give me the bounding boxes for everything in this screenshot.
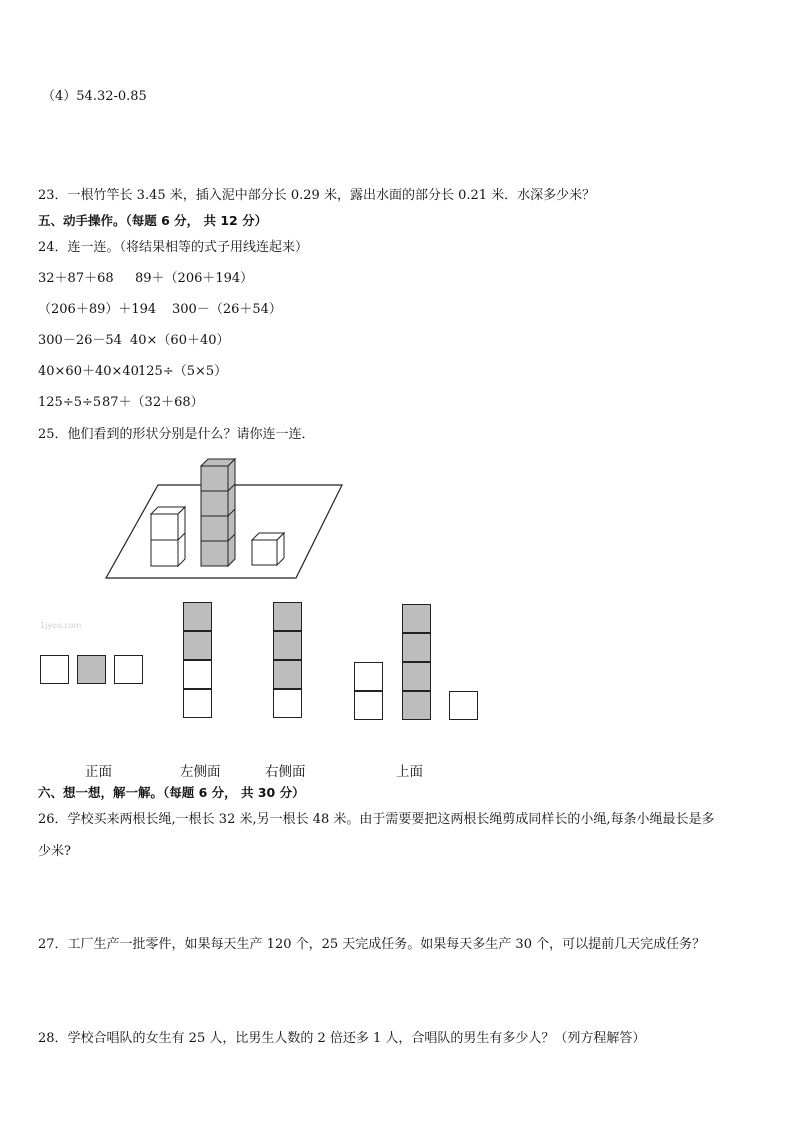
- square-shaded: [183, 631, 212, 660]
- section-6-heading: 六、想一想，解一解。（每题 6 分， 共 30 分）: [38, 785, 305, 800]
- pair-4-right: 125÷（5×5）: [138, 364, 228, 379]
- question-26-line-1: 26．学校买来两根长绳,一根长 32 米,另一根长 48 米。由于需要要把这两根长绳剪成同样长的小绳,每条小绳最长是多: [38, 812, 715, 827]
- square-shaded: [402, 691, 431, 720]
- square-shaded: [273, 602, 302, 631]
- pair-1-right: 89＋（206＋194）: [135, 271, 254, 286]
- problem-4: （4）54.32-0.85: [42, 89, 147, 104]
- pair-2-right: 300－（26＋54）: [172, 302, 282, 317]
- square: [449, 691, 478, 720]
- question-26-line-2: 少米?: [38, 844, 71, 859]
- square: [40, 655, 69, 684]
- question-25: 25．他们看到的形状分别是什么？请你连一连．: [38, 427, 315, 442]
- question-24: 24．连一连。（将结果相等的式子用线连起来）: [38, 240, 309, 255]
- left-stack: [151, 507, 185, 566]
- right-cube: [252, 533, 284, 565]
- square-shaded: [402, 662, 431, 691]
- pair-4-left: 40×60＋40×40: [38, 364, 139, 379]
- pair-2-left: （206＋89）＋194: [38, 302, 157, 317]
- label-front-view[interactable]: 正面: [85, 764, 112, 780]
- label-left-view[interactable]: 左侧面: [180, 764, 221, 780]
- square: [183, 689, 212, 718]
- square: [183, 660, 212, 689]
- square-shaded: [183, 602, 212, 631]
- question-27: 27．工厂生产一批零件，如果每天生产 120 个，25 天完成任务。如果每天多生产 30 个，可以提前几天完成任务？: [38, 937, 706, 952]
- middle-stack: [201, 459, 235, 566]
- square-shaded: [273, 660, 302, 689]
- square-shaded: [402, 633, 431, 662]
- square: [273, 689, 302, 718]
- square-shaded: [402, 604, 431, 633]
- question-28: 28．学校合唱队的女生有 25 人，比男生人数的 2 倍还多 1 人，合唱队的男生有多少人？（列方程解答）: [38, 1031, 646, 1046]
- square: [354, 662, 383, 691]
- square: [354, 691, 383, 720]
- section-5-heading: 五、动手操作。（每题 6 分， 共 12 分）: [38, 213, 268, 228]
- square: [114, 655, 143, 684]
- pair-3-left: 300－26－54: [38, 333, 122, 348]
- question-23: 23．一根竹竿长 3.45 米，插入泥中部分长 0.29 米，露出水面的部分长 0.21 米．水深多少米？: [38, 188, 596, 203]
- pair-5-right: 87＋（32＋68）: [102, 395, 204, 410]
- pair-3-right: 40×（60＋40）: [130, 333, 230, 348]
- square-shaded: [77, 655, 106, 684]
- pair-1-left: 32＋87＋68: [38, 271, 114, 286]
- label-right-view[interactable]: 右侧面: [265, 764, 306, 780]
- pair-5-left: 125÷5÷5: [38, 395, 102, 410]
- cube-arrangement-figure: [100, 455, 350, 585]
- square-shaded: [273, 631, 302, 660]
- watermark: 1jyoo.com: [40, 621, 82, 630]
- label-top-view[interactable]: 上面: [396, 764, 423, 780]
